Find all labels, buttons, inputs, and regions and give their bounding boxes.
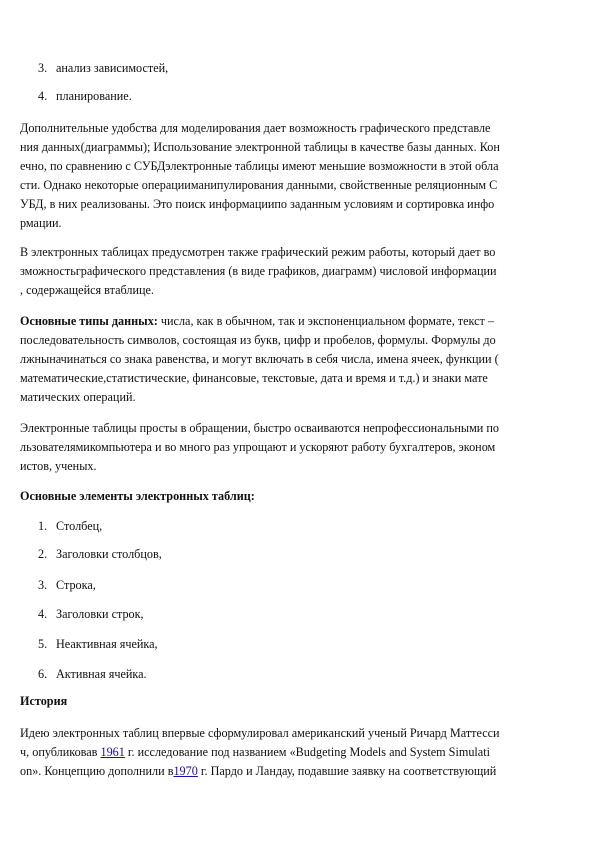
bold-lead: Основные типы данных: (20, 314, 158, 328)
list-number: 6. (38, 667, 48, 681)
year-1961-link[interactable]: 1961 (100, 745, 125, 759)
paragraph-line: , содержащейся втаблице. (20, 283, 154, 297)
paragraph-line: сти. Однако некоторые операцииманипулирования данными, свойственные реляционным С (20, 178, 498, 192)
paragraph-line: лжныначинаться со знака равенства, и могут включать в себя числа, имена ячеек, функции ( (20, 352, 499, 366)
paragraph-line: Дополнительные удобства для моделирования дает возможность графического представле (20, 121, 491, 135)
list-item-text: анализ зависимостей, (56, 61, 169, 75)
paragraph-text: г. Пардо и Ландау, подавшие заявку на соответствующий (197, 764, 497, 778)
paragraph-line: математические,статистические, финансовые, текстовые, дата и время и т.д.) и знаки мате (20, 371, 488, 385)
paragraph-line: последовательность символов, состоящая из букв, цифр и пробелов, формулы. Формулы до (20, 333, 496, 347)
list-item-text: Заголовки столбцов, (56, 547, 162, 561)
list-item (38, 667, 147, 681)
list-item-text: планирование. (56, 89, 132, 103)
paragraph-text: on». Концепцию дополнили в (20, 764, 174, 778)
list-item-text: Строка, (56, 578, 96, 592)
paragraph-line: рмации. (20, 216, 62, 230)
list-number: 4. (38, 607, 48, 621)
list-item (38, 61, 168, 75)
list-number: 1. (38, 519, 48, 533)
list-number: 4. (38, 89, 48, 103)
heading-text: Основные элементы электронных таблиц: (20, 489, 255, 503)
list-item (38, 547, 162, 561)
paragraph-line: Идею электронных таблиц впервые сформулировал американский ученый Ричард Маттесси (20, 726, 500, 740)
list-item-text: Неактивная ячейка, (56, 637, 158, 651)
paragraph-line (20, 764, 496, 778)
paragraph-line (20, 314, 494, 328)
paragraph-line: зможностьграфического представления (в виде графиков, диаграмм) числовой информации (20, 264, 497, 278)
list-item (38, 519, 102, 533)
paragraph-line: ния данных(диаграммы); Использование электронной таблицы в качестве базы данных. Кон (20, 140, 500, 154)
paragraph-line: матических операций. (20, 390, 136, 404)
section-heading (20, 694, 67, 708)
year-1970-link[interactable]: 1970 (173, 764, 198, 778)
paragraph-line: В электронных таблицах предусмотрен также графический режим работы, который дает во (20, 245, 496, 259)
paragraph-line: льзователямикомпьютера и во много раз упрощают и ускоряют работу бухгалтеров, эконом (20, 440, 496, 454)
paragraph-line: ечно, по сравнению с СУБДэлектронные таблицы имеют меньшие возможности в этой обла (20, 159, 499, 173)
heading-text: История (20, 694, 68, 708)
paragraph-line (20, 745, 490, 759)
paragraph-line: Электронные таблицы просты в обращении, быстро осваиваются непрофессиональными по (20, 421, 499, 435)
paragraph-line: УБД, в них реализованы. Это поиск информациипо заданным условиям и сортировка инфо (20, 197, 495, 211)
paragraph-line: истов, ученых. (20, 459, 97, 473)
list-item-text: Столбец, (56, 519, 103, 533)
list-item (38, 637, 158, 651)
paragraph-text: ч, опубликовав (20, 745, 101, 759)
list-item (38, 89, 132, 103)
list-item-text: Активная ячейка. (56, 667, 147, 681)
list-item-text: Заголовки строк, (56, 607, 144, 621)
list-number: 3. (38, 61, 48, 75)
list-number: 2. (38, 547, 48, 561)
section-heading (20, 489, 255, 503)
list-number: 3. (38, 578, 48, 592)
list-item (38, 578, 96, 592)
list-item (38, 607, 144, 621)
paragraph-text: числа, как в обычном, так и экспоненциальном формате, текст – (157, 314, 495, 328)
list-number: 5. (38, 637, 48, 651)
paragraph-text: г. исследование под названием «Budgeting Models and System Simulati (124, 745, 490, 759)
